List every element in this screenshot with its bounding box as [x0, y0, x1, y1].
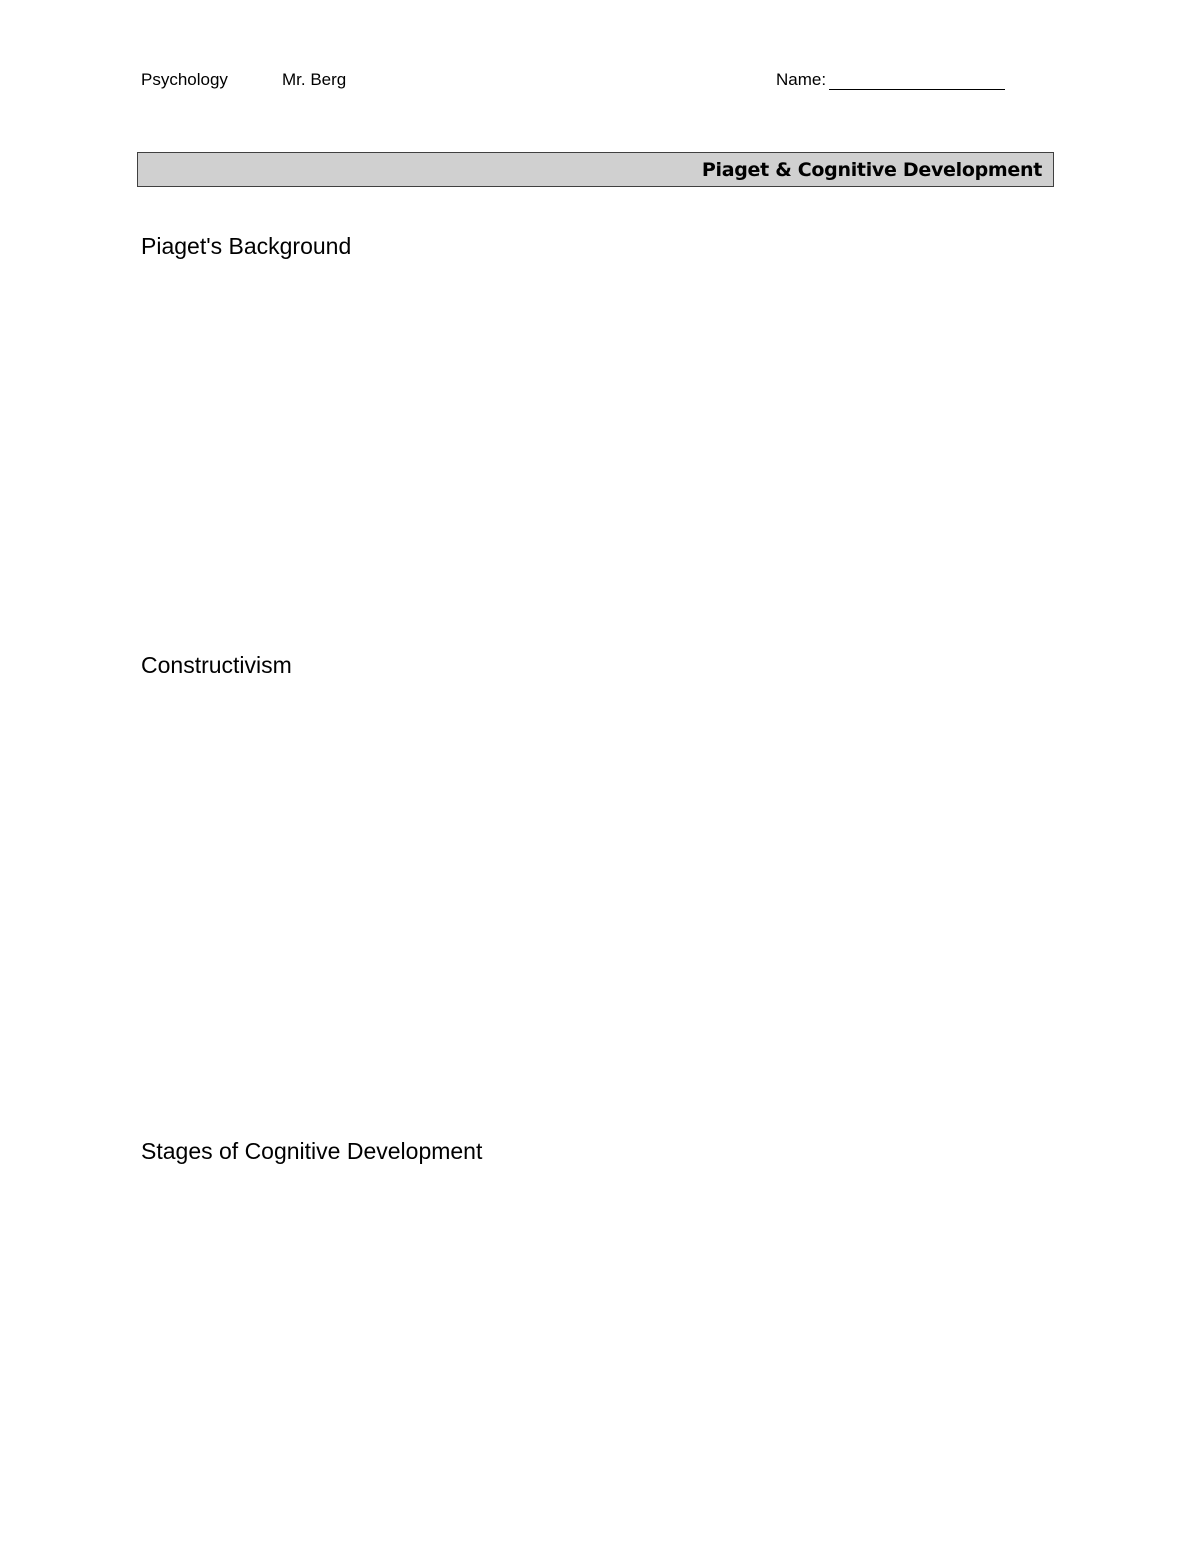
course-label: Psychology: [141, 70, 228, 89]
title-bar: [137, 152, 1054, 187]
section-heading-piagets-background: Piaget's Background: [141, 233, 352, 259]
worksheet-title: Piaget & Cognitive Development: [701, 159, 1042, 181]
teacher-label: Mr. Berg: [282, 70, 347, 89]
name-blank-line[interactable]: [829, 89, 1005, 90]
name-label: Name:: [776, 70, 827, 89]
section-heading-stages: Stages of Cognitive Development: [141, 1138, 483, 1164]
section-heading-constructivism: Constructivism: [141, 652, 292, 678]
